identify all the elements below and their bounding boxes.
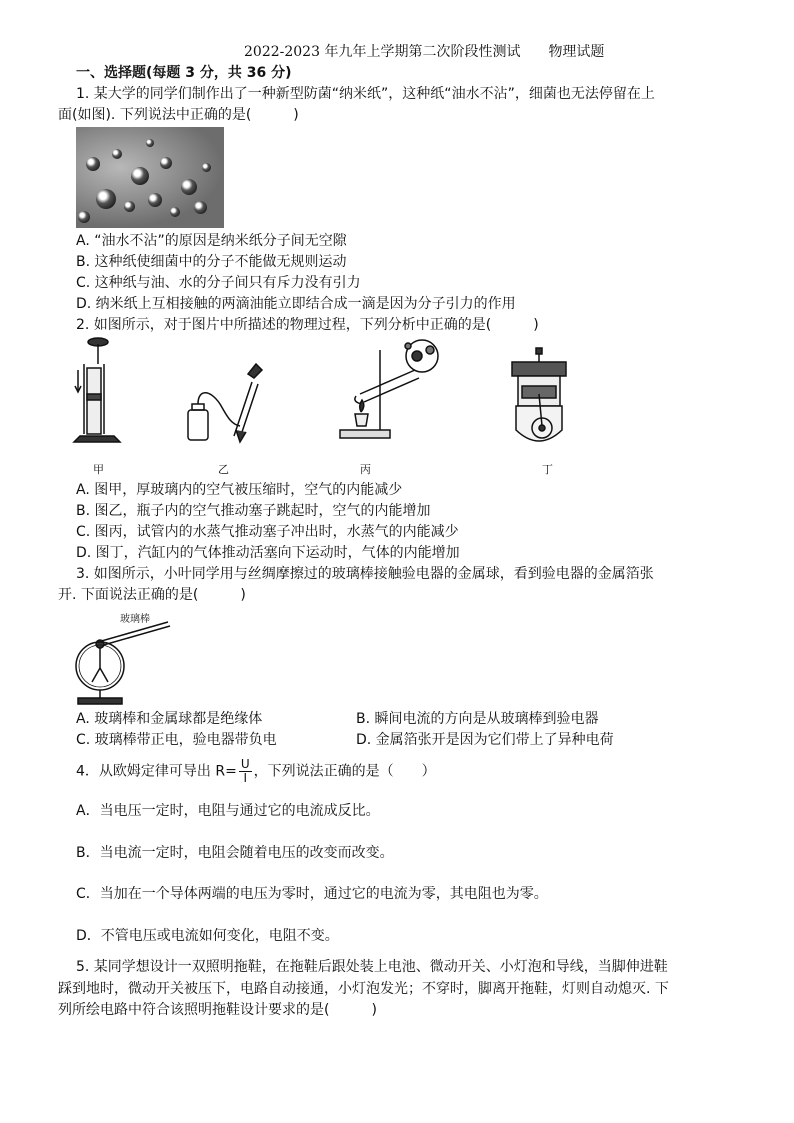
section-heading: 一、选择题(每题 3 分，共 36 分) — [76, 65, 292, 81]
q2-option-a: A. 图甲，厚玻璃内的空气被压缩时，空气的内能减少 — [76, 482, 403, 498]
q1-option-c: C. 这种纸与油、水的分子间只有斥力没有引力 — [76, 275, 361, 291]
q5-stem-line3: 列所绘电路中符合该照明拖鞋设计要求的是( ) — [58, 1002, 377, 1018]
q4-stem-after: ，下列说法正确的是（ ） — [253, 763, 436, 780]
figure-ding-engine — [512, 348, 566, 441]
q2-option-d: D. 图丁，汽缸内的气体推动活塞向下运动时，气体的内能增加 — [76, 545, 460, 561]
fraction-numerator: U — [240, 757, 250, 771]
q1-option-a: A. “油水不沾”的原因是纳米纸分子间无空隙 — [76, 233, 347, 249]
q2-option-c: C. 图丙，试管内的水蒸气推动塞子冲出时，水蒸气的内能减少 — [76, 524, 459, 540]
q3-stem-line2: 开. 下面说法正确的是( ) — [58, 587, 246, 603]
glass-rod-label: 玻璃棒 — [120, 614, 150, 625]
fraction-denominator: I — [243, 771, 247, 785]
caption-yi: 乙 — [218, 463, 229, 476]
page-title: 2022-2023 年九年上学期第二次阶段性测试 物理试题 — [244, 44, 605, 60]
caption-bing: 丙 — [360, 463, 371, 476]
q2-stem: 2. 如图所示，对于图片中所描述的物理过程，下列分析中正确的是( ) — [76, 317, 539, 333]
q4-option-d: D．不管电压或电流如何变化，电阻不变。 — [76, 928, 339, 944]
q3-stem-line1: 3. 如图所示，小叶同学用与丝绸摩擦过的玻璃棒接触验电器的金属球，看到验电器的金属箔张 — [76, 566, 654, 582]
q1-stem-line1: 1. 某大学的同学们制作出了一种新型防菌“纳米纸”，这种纸“油水不沾”，细菌也无法停留在上 — [76, 86, 655, 102]
q3-option-a: A. 玻璃棒和金属球都是绝缘体 — [76, 711, 263, 727]
q1-option-d: D. 纳米纸上互相接触的两滴油能立即结合成一滴是因为分子引力的作用 — [76, 296, 516, 312]
caption-jia: 甲 — [93, 463, 104, 476]
q2-figures — [70, 334, 570, 454]
q4-stem-before: 4．从欧姆定律可导出 R= — [76, 763, 237, 780]
caption-ding: 丁 — [542, 463, 553, 476]
electroscope-figure — [68, 618, 178, 708]
q5-stem-line2: 踩到地时，微动开关被压下，电路自动接通，小灯泡发光；不穿时，脚离开拖鞋，灯则自动熄灭. 下 — [58, 981, 669, 997]
q1-stem-line2: 面(如图). 下列说法中正确的是( ) — [58, 107, 299, 123]
q3-option-b: B. 瞬间电流的方向是从玻璃棒到验电器 — [356, 711, 599, 727]
nano-paper-photo — [76, 127, 224, 228]
q4-stem — [76, 758, 436, 785]
figure-bing-test-tube — [340, 340, 438, 438]
figure-jia-syringe — [74, 338, 120, 442]
q4-option-a: A．当电压一定时，电阻与通过它的电流成反比。 — [76, 803, 380, 819]
q5-stem-line1: 5. 某同学想设计一双照明拖鞋，在拖鞋后跟处装上电池、微动开关、小灯泡和导线，当脚伸进鞋 — [76, 959, 668, 975]
figure-yi-bottle — [188, 364, 262, 442]
q1-option-b: B. 这种纸使细菌中的分子不能做无规则运动 — [76, 254, 347, 270]
q4-option-c: C．当加在一个导体两端的电压为零时，通过它的电流为零，其电阻也为零。 — [76, 886, 548, 902]
q4-option-b: B．当电流一定时，电阻会随着电压的改变而改变。 — [76, 845, 394, 861]
q2-option-b: B. 图乙，瓶子内的空气推动塞子跳起时，空气的内能增加 — [76, 503, 431, 519]
q3-option-d: D. 金属箔张开是因为它们带上了异种电荷 — [356, 732, 614, 748]
q3-option-c: C. 玻璃棒带正电，验电器带负电 — [76, 732, 277, 748]
ohm-fraction — [239, 758, 252, 785]
